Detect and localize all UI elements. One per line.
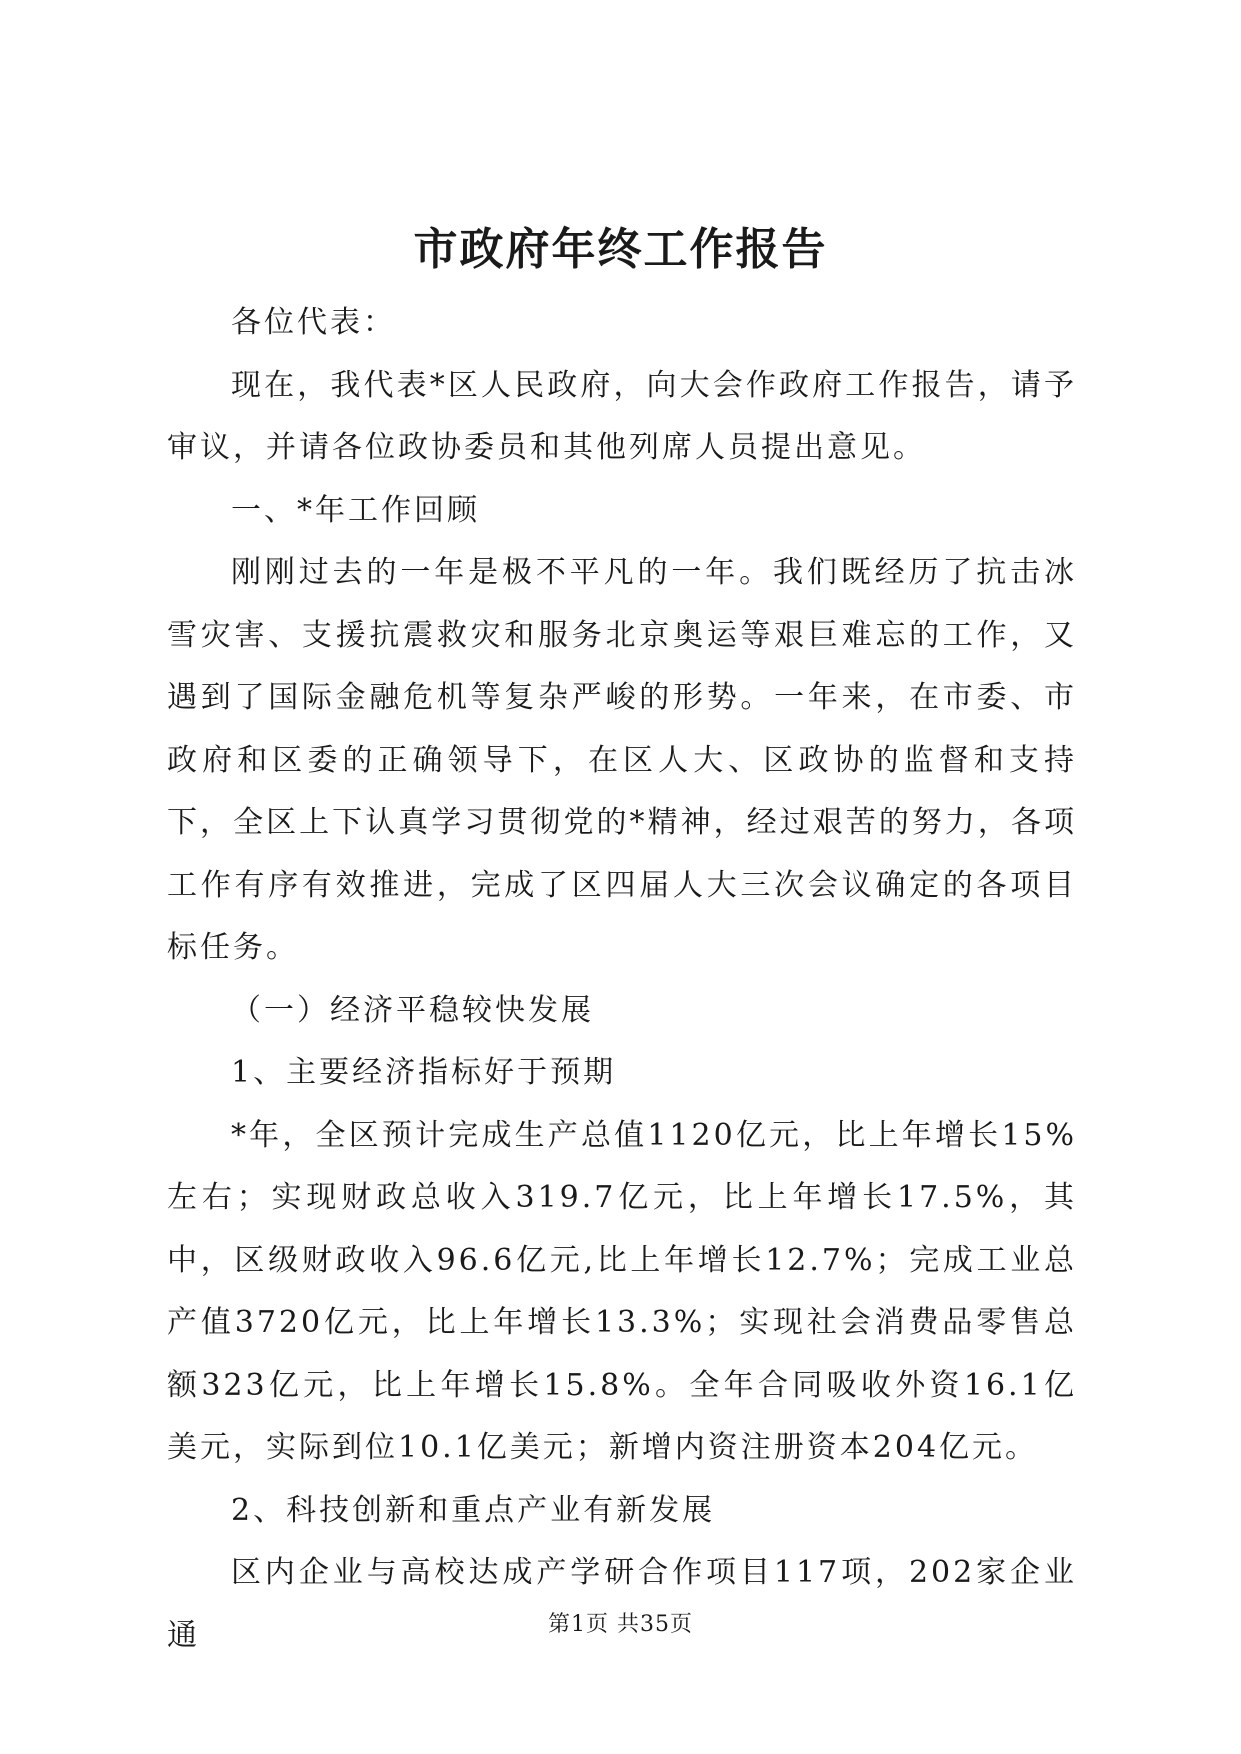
paragraph: 区内企业与高校达成产学研合作项目117项，202家企业通 <box>167 1555 1077 1653</box>
page-title: 市政府年终工作报告 <box>413 224 828 275</box>
paragraph: 刚刚过去的一年是极不平凡的一年。我们既经历了抗击冰雪灾害、支援抗震救灾和服务北京奥运等艰巨难忘的工作，又遇到了国际金融危机等复杂严峻的形势。一年来，在市委、市政府和区委的正确领导下，在区人大、区政协的监督和支持下，全区上下认真学习贯彻党的*精神，经过艰苦的努力，各项工作有序有效推进，完成了区四届人大三次会议确定的各项目标任务。 <box>167 555 1077 965</box>
page-footer <box>0 1610 1241 1640</box>
paragraph: 现在，我代表*区人民政府，向大会作政府工作报告，请予审议，并请各位政协委员和其他列席人员提出意见。 <box>167 367 1077 465</box>
section-heading: 一、*年工作回顾 <box>231 492 480 528</box>
item-heading: 2、科技创新和重点产业有新发展 <box>231 1492 716 1528</box>
paragraph: *年，全区预计完成生产总值1120亿元，比上年增长15%左右；实现财政总收入319.7亿元，比上年增长17.5%，其中，区级财政收入96.6亿元,比上年增长12.7%；完成工业总产值3720亿元，比上年增长13.3%；实现社会消费品零售总额323亿元，比上年增长15.8%。全年合同吸收外资16.1亿美元，实际到位10.1亿美元；新增内资注册资本204亿元。 <box>167 1117 1077 1465</box>
document-body <box>167 292 1077 1667</box>
subsection-heading: （一）经济平稳较快发展 <box>231 992 594 1028</box>
page-number: 第1页 共35页 <box>548 1612 693 1637</box>
salutation: 各位代表： <box>231 305 396 340</box>
item-heading: 1、主要经济指标好于预期 <box>231 1055 617 1090</box>
